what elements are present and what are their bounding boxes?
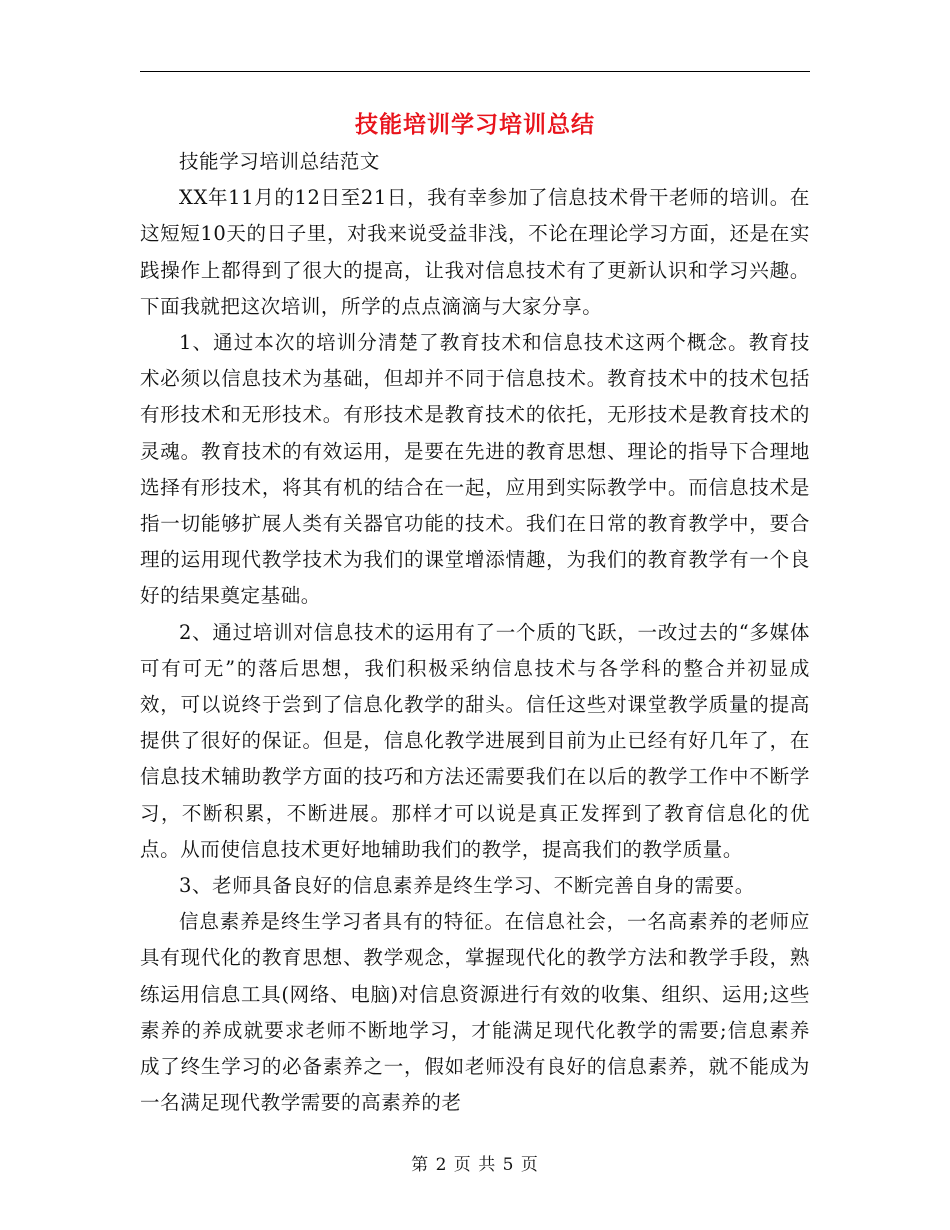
paragraph-point-1: 1、通过本次的培训分清楚了教育技术和信息技术这两个概念。教育技术必须以信息技术为基础，但却并不同于信息技术。教育技术中的技术包括有形技术和无形技术。有形技术是教育技术的依托，无形技术是教育技术的灵魂。教育技术的有效运用，是要在先进的教育思想、理论的指导下合理地选择有形技术，将其有机的结合在一起，应用到实际教学中。而信息技术是指一切能够扩展人类有关器官功能的技术。我们在日常的教育教学中，要合理的运用现代教学技术为我们的课堂增添情趣，为我们的教育教学有一个良好的结果奠定基础。 [140, 331, 810, 608]
paragraph-point-2: 2、通过培训对信息技术的运用有了一个质的飞跃，一改过去的“多媒体可有可无”的落后思想，我们积极采纳信息技术与各学科的整合并初显成效，可以说终于尝到了信息化教学的甜头。信任这些对课堂教学质量的提高提供了很好的保证。但是，信息化教学进展到目前为止已经有好几年了，在信息技术辅助教学方面的技巧和方法还需要我们在以后的教学工作中不断学习，不断积累，不断进展。那样才可以说是真正发挥到了教育信息化的优点。从而使信息技术更好地辅助我们的教学，提高我们的教学质量。 [140, 620, 810, 861]
paragraph-point-3: 3、老师具备良好的信息素养是终生学习、不断完善自身的需要。 [179, 874, 755, 898]
header-rule [140, 71, 810, 72]
paragraph-info-literacy: 信息素养是终生学习者具有的特征。在信息社会，一名高素养的老师应具有现代化的教育思想、教学观念，掌握现代化的教学方法和教学手段，熟练运用信息工具(网络、电脑)对信息资源进行有效的收集、组织、运用;这些素养的养成就要求老师不断地学习，才能满足现代化教学的需要;信息素养成了终生学习的必备素养之一，假如老师没有良好的信息素养，就不能成为一名满足现代教学需要的高素养的老 [140, 910, 810, 1115]
page-number: 第 2 页 共 5 页 [411, 1155, 539, 1175]
paragraph-intro: XX年11月的12日至21日，我有幸参加了信息技术骨干老师的培训。在这短短10天的日子里，对我来说受益非浅，不论在理论学习方面，还是在实践操作上都得到了很大的提高，让我对信息技术有了更新认识和学习兴趣。下面我就把这次培训，所学的点点滴滴与大家分享。 [140, 186, 810, 318]
paragraph-subtitle: 技能学习培训总结范文 [179, 150, 381, 173]
document-body [140, 144, 810, 1121]
document-title: 技能培训学习培训总结 [355, 112, 595, 138]
